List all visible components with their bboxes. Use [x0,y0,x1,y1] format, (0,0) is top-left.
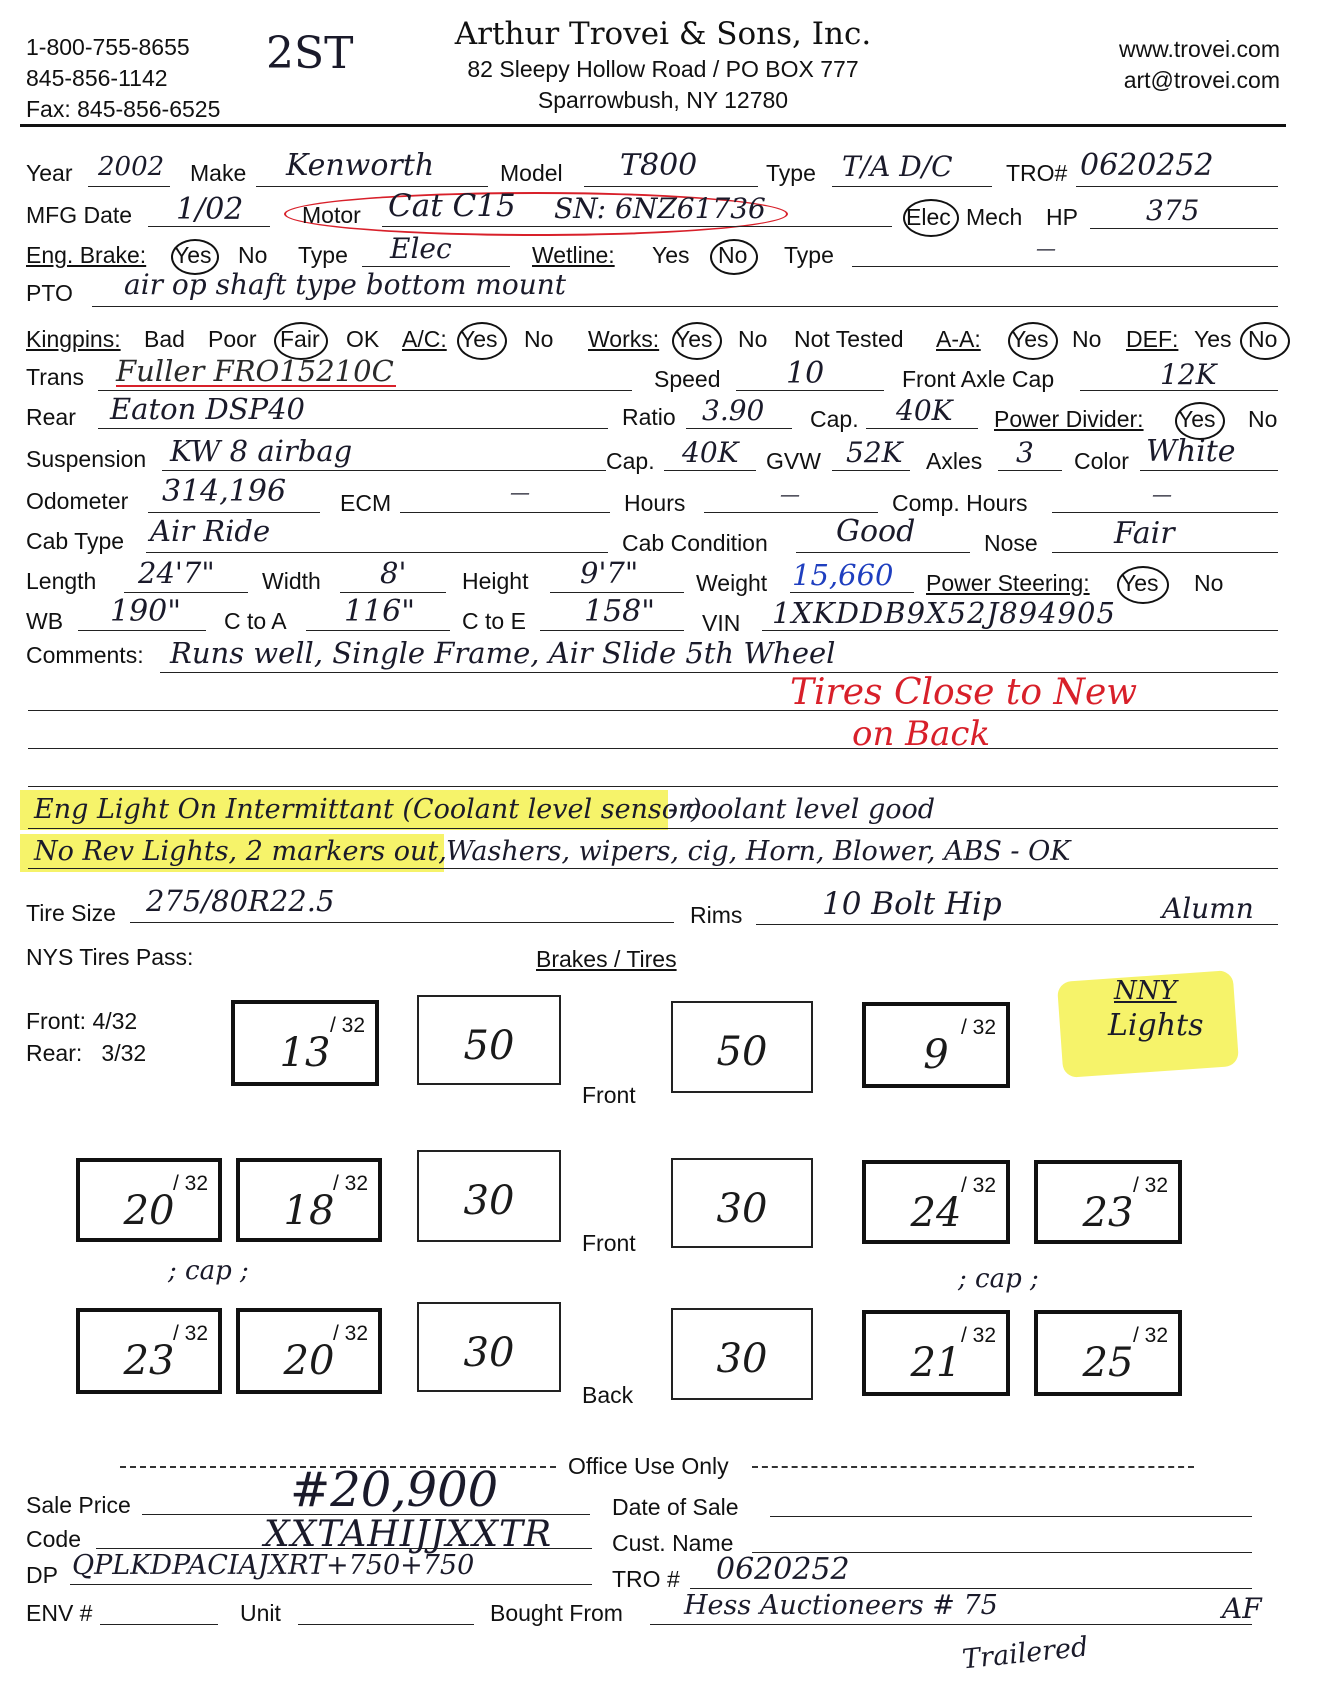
cab-condition-line [796,552,970,553]
sale-price-value[interactable]: #20,900 [290,1462,499,1518]
trans-value[interactable]: Fuller FRO15210C [116,354,394,388]
brake-percent: 30 [463,1178,515,1224]
phone-1: 1-800-755-8655 [26,34,190,60]
wetline-label: Wetline: [532,242,615,268]
cap-note-left: ; cap ; [168,1256,249,1286]
code-value[interactable]: XXTAHIJJXXTR [264,1514,553,1555]
cab-type-value[interactable]: Air Ride [150,514,271,548]
type-value[interactable]: T/A D/C [842,150,953,183]
nose-label: Nose [984,530,1038,556]
width-line [340,592,446,593]
motor-sn-value[interactable]: SN: 6NZ61736 [554,192,766,225]
axles-line [998,470,1062,471]
power-steering-yes[interactable]: Yes [1121,570,1159,596]
company-name: Arthur Trovei & Sons, Inc. [454,16,872,52]
tro2-line [690,1588,1252,1589]
comment-line-3 [28,748,1278,749]
comment-4b[interactable]: - coolant level good [668,794,936,825]
back-axle-label: Back [582,1382,634,1408]
tire-depth: 23 [1082,1190,1134,1236]
hp-value[interactable]: 375 [1146,194,1200,227]
comp-hours-line [1052,512,1278,513]
tire-box-back-5[interactable] [862,1310,1010,1396]
power-divider-label: Power Divider: [994,406,1144,432]
rear-label: Rear [26,404,76,430]
tire-depth: 13 [279,1030,331,1076]
aa-yes[interactable]: Yes [1011,326,1049,352]
company-address-1: 82 Sleepy Hollow Road / PO BOX 777 [467,56,859,82]
tire-size-label: Tire Size [26,900,116,926]
comment-5a[interactable]: No Rev Lights, 2 markers out, [34,836,447,867]
works-yes[interactable]: Yes [675,326,713,352]
front-spec: Front: 4/32 [26,1008,138,1034]
kingpins-fair[interactable]: Fair [280,326,320,352]
wetline-type-label: Type [784,242,834,268]
type-label: Type [766,160,816,186]
eng-brake-no[interactable]: No [238,242,268,268]
env-label: ENV # [26,1600,93,1626]
rims-label: Rims [690,902,743,928]
trans-red-underline [116,385,396,387]
eng-brake-type-value[interactable]: Elec [390,232,452,265]
def-yes[interactable]: Yes [1194,326,1232,352]
trailered-note[interactable]: Trailered [960,1631,1090,1676]
brake-box-mid-right[interactable] [671,1158,813,1248]
model-label: Model [500,160,563,186]
odometer-line [148,512,320,513]
date-of-sale-label: Date of Sale [612,1494,739,1520]
width-label: Width [262,568,321,594]
ecm-line [400,512,610,513]
comment-red-1[interactable]: Tires Close to New [790,672,1138,713]
header-divider [20,124,1286,127]
tire-box-front-right[interactable] [862,1002,1010,1088]
nys-note-1[interactable]: NNY [1114,976,1177,1006]
rear-line [98,428,608,429]
susp-cap-label: Cap. [606,448,655,474]
power-steering-label: Power Steering: [926,570,1090,596]
ratio-value[interactable]: 3.90 [702,394,765,427]
rear-cap-value[interactable]: 40K [896,394,953,427]
vin-value[interactable]: 1XKDDB9X52J894905 [772,596,1116,630]
ac-no[interactable]: No [524,326,554,352]
frac-label: / 32 [329,1014,365,1037]
comment-line-6 [28,868,1278,869]
gvw-line [832,470,910,471]
year-value[interactable]: 2002 [98,152,165,182]
trans-line [98,390,632,391]
color-label: Color [1074,448,1129,474]
hp-label: HP [1046,204,1078,230]
tire-box-front-left[interactable] [231,1000,379,1086]
tire-depth: 25 [1082,1340,1134,1386]
pto-value[interactable]: air op shaft type bottom mount [124,268,567,301]
gvw-label: GVW [766,448,821,474]
power-divider-yes[interactable]: Yes [1178,406,1216,432]
brake-percent: 50 [716,1029,768,1075]
tro2-value[interactable]: 0620252 [716,1552,850,1587]
tire-box-back-6[interactable] [1034,1310,1182,1396]
fax-number: Fax: 845-856-6525 [26,96,221,122]
make-label: Make [190,160,247,186]
suspension-label: Suspension [26,446,147,472]
wetline-yes[interactable]: Yes [652,242,690,268]
make-value[interactable]: Kenworth [286,148,435,183]
dp-line [70,1584,592,1585]
tro2-label: TRO # [612,1566,680,1592]
length-label: Length [26,568,97,594]
mfg-date-value[interactable]: 1/02 [176,192,244,227]
bought-from-line [650,1624,1252,1625]
works-label: Works: [588,326,660,352]
weight-value[interactable]: 15,660 [792,558,894,592]
c-to-a-value[interactable]: 116" [344,594,416,629]
dp-label: DP [26,1562,58,1588]
c-to-e-line [540,630,684,631]
odometer-value[interactable]: 314,196 [162,474,287,509]
width-value[interactable]: 8' [380,556,407,590]
nys-note-2[interactable]: Lights [1108,1008,1204,1043]
nose-line [1052,552,1278,553]
frac-label: / 32 [1132,1174,1168,1197]
wb-value[interactable]: 190" [110,594,182,629]
ratio-line [686,428,792,429]
cab-condition-label: Cab Condition [622,530,768,556]
axles-value[interactable]: 3 [1016,436,1034,469]
axles-label: Axles [926,448,983,474]
handwritten-note: 2ST [266,28,354,79]
sale-price-label: Sale Price [26,1492,131,1518]
tire-depth: 20 [123,1188,175,1234]
tire-depth: 23 [123,1338,175,1384]
motor-line [382,226,892,227]
nys-tires-label: NYS Tires Pass: [26,944,194,970]
dp-value[interactable]: QPLKDPACIAJXRT+750+750 [72,1550,475,1581]
comment-red-2[interactable]: on Back [852,714,991,754]
year-line [88,186,170,187]
ac-label: A/C: [402,326,447,352]
elec-option[interactable]: Elec [906,204,951,230]
height-line [550,592,684,593]
weight-label: Weight [696,570,768,596]
eng-brake-type-label: Type [298,242,348,268]
company-address-2: Sparrowbush, NY 12780 [537,87,789,113]
hours-label: Hours [624,490,686,516]
tro-line [1076,186,1278,187]
front-axle-label-1: Front [582,1082,636,1108]
rear-cap-line [866,428,978,429]
kingpins-bad[interactable]: Bad [144,326,185,352]
comment-4a[interactable]: Eng Light On Intermittant (Coolant level sensor) [34,794,702,825]
env-line [100,1624,218,1625]
website-link[interactable]: www.trovei.com [1118,36,1280,62]
tire-depth: 24 [910,1190,962,1236]
pto-label: PTO [26,280,73,306]
brake-percent: 30 [463,1330,515,1376]
comp-hours-label: Comp. Hours [892,490,1028,516]
wetline-type-line [852,266,1278,267]
brakes-tires-label: Brakes / Tires [536,946,677,972]
nose-value[interactable]: Fair [1114,516,1175,551]
tire-depth: 9 [923,1032,949,1078]
kingpins-label: Kingpins: [26,326,121,352]
c-to-e-label: C to E [462,608,526,634]
rims-value[interactable]: 10 Bolt Hip [822,886,1002,922]
works-no[interactable]: No [738,326,768,352]
wb-line [78,630,206,631]
length-value[interactable]: 24'7" [138,556,215,590]
frac-label: / 32 [172,1322,208,1345]
comment-1[interactable]: Runs well, Single Frame, Air Slide 5th Wheel [170,636,836,670]
hp-line [1090,228,1278,229]
eng-brake-type-line [362,266,510,267]
trans-label: Trans [26,364,84,390]
motor-label: Motor [302,202,361,228]
cap-note-right: ; cap ; [958,1264,1039,1294]
power-divider-no[interactable]: No [1248,406,1278,432]
make-line [256,186,488,187]
cab-type-label: Cab Type [26,528,125,554]
kingpins-ok[interactable]: OK [346,326,380,352]
tire-box-mid-1[interactable] [76,1158,222,1242]
brake-box-front-right[interactable] [671,1001,813,1093]
frac-label: / 32 [332,1172,368,1195]
brake-percent: 30 [716,1186,768,1232]
unit-label: Unit [240,1600,281,1626]
c-to-a-label: C to A [224,608,287,634]
rims-extra[interactable]: Alumn [1162,892,1254,925]
frac-label: / 32 [1132,1324,1168,1347]
frac-label: / 32 [960,1016,996,1039]
tire-depth: 20 [283,1338,335,1384]
wetline-no[interactable]: No [718,242,748,268]
tire-depth: 21 [910,1340,962,1386]
hours-line [704,512,878,513]
suspension-line [162,470,606,471]
c-to-a-line [306,630,450,631]
year-label: Year [26,160,73,186]
def-label: DEF: [1126,326,1179,352]
susp-cap-line [664,470,756,471]
def-no[interactable]: No [1248,326,1278,352]
hours-value[interactable]: — [780,482,800,506]
tro-value[interactable]: 0620252 [1080,148,1214,183]
code-label: Code [26,1526,81,1552]
email-link[interactable]: art@trovei.com [1123,67,1280,93]
brake-percent: 50 [463,1023,515,1069]
model-value[interactable]: T800 [620,148,698,183]
kingpins-poor[interactable]: Poor [208,326,257,352]
height-value[interactable]: 9'7" [580,556,639,590]
office-use-label: Office Use Only [568,1453,729,1479]
comment-5b[interactable]: Washers, wipers, cig, Horn, Blower, ABS - OK [446,836,1071,867]
brake-box-mid-left[interactable] [417,1150,561,1242]
ratio-label: Ratio [622,404,676,430]
odometer-label: Odometer [26,488,129,514]
ecm-value[interactable]: — [510,480,530,504]
bought-from-initials[interactable]: AF [1222,1592,1262,1625]
pto-line [92,306,1278,307]
power-steering-no[interactable]: No [1194,570,1224,596]
frac-label: / 32 [960,1174,996,1197]
web-contact [1119,34,1280,96]
mech-option[interactable]: Mech [966,204,1023,230]
speed-label: Speed [654,366,721,392]
ac-yes[interactable]: Yes [460,326,498,352]
vin-line [762,630,1278,631]
gvw-value[interactable]: 52K [846,436,903,469]
tire-depth: 18 [283,1188,335,1234]
phone-2: 845-856-1142 [26,65,168,91]
tire-box-mid-5[interactable] [862,1160,1010,1244]
eng-brake-label: Eng. Brake: [26,242,147,268]
tire-box-mid-6[interactable] [1034,1160,1182,1244]
frac-label: / 32 [172,1172,208,1195]
aa-no[interactable]: No [1072,326,1102,352]
length-line [124,592,248,593]
office-divider-right [752,1466,1194,1468]
cab-condition-value[interactable]: Good [836,514,916,549]
tire-box-back-1[interactable] [76,1308,222,1394]
aa-label: A-A: [936,326,981,352]
brake-box-front-left[interactable] [417,995,561,1085]
cust-name-label: Cust. Name [612,1530,734,1556]
brake-box-back-right[interactable] [671,1308,813,1400]
susp-cap-value[interactable]: 40K [682,436,739,469]
brake-percent: 30 [716,1336,768,1382]
vin-label: VIN [702,610,741,636]
front-axle-cap-label: Front Axle Cap [902,366,1055,392]
front-axle-cap-value[interactable]: 12K [1160,358,1217,391]
eng-brake-yes[interactable]: Yes [174,242,212,268]
suspension-value[interactable]: KW 8 airbag [170,434,353,468]
motor-value[interactable]: Cat C15 [388,188,516,224]
height-label: Height [462,568,529,594]
rear-value[interactable]: Eaton DSP40 [110,392,305,426]
tro-label: TRO# [1006,160,1068,186]
rear-spec: Rear: 3/32 [26,1040,147,1066]
rear-cap-label: Cap. [810,406,859,432]
unit-line [298,1624,474,1625]
c-to-e-value[interactable]: 158" [584,594,656,629]
model-line [584,186,758,187]
tire-box-mid-2[interactable] [236,1158,382,1242]
color-value[interactable]: White [1146,434,1236,469]
tire-size-line [130,922,674,923]
wetline-type-value[interactable]: — [1036,236,1056,260]
cab-type-line [146,552,608,553]
speed-value[interactable]: 10 [786,356,825,391]
brake-box-back-left[interactable] [417,1302,561,1392]
color-line [1140,470,1278,471]
bought-from-label: Bought From [490,1600,623,1626]
comp-hours-value[interactable]: — [1152,482,1172,506]
date-of-sale-line [770,1516,1252,1517]
comments-label: Comments: [26,642,144,668]
mfg-date-label: MFG Date [26,202,133,228]
works-not-tested[interactable]: Not Tested [794,326,904,352]
comment-line-4 [28,786,1278,787]
comment-line-5 [28,828,1278,829]
frac-label: / 32 [960,1324,996,1347]
front-axle-label-2: Front [582,1230,636,1256]
tire-box-back-2[interactable] [236,1308,382,1394]
weight-line [790,592,914,593]
bought-from-value[interactable]: Hess Auctioneers # 75 [684,1590,998,1621]
frac-label: / 32 [332,1322,368,1345]
type-line [832,186,992,187]
tire-size-value[interactable]: 275/80R22.5 [146,884,335,918]
wb-label: WB [26,608,64,634]
ecm-label: ECM [340,490,392,516]
